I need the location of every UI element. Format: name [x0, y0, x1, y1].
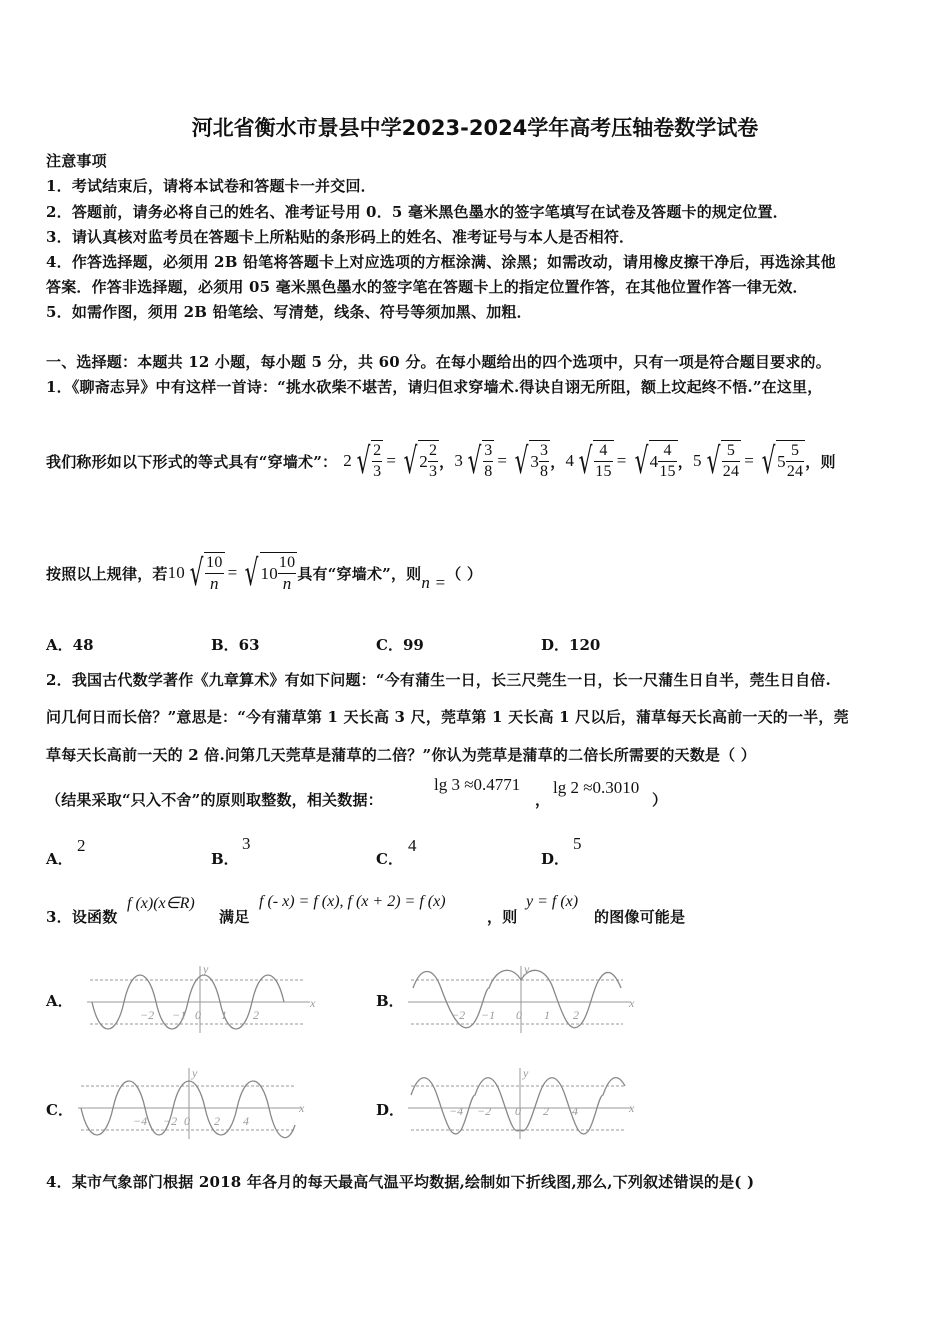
q1-option-d[interactable]: D．120: [541, 636, 601, 654]
axis-x-label: x: [629, 996, 635, 1010]
tick-label: −2: [140, 1008, 155, 1022]
q3-graph-c: [75, 1065, 315, 1141]
q2-option-d[interactable]: D．: [541, 850, 570, 868]
q2-option-b-value: 3: [242, 834, 251, 853]
tick-label: 0: [195, 1008, 201, 1022]
tick-label: 2: [543, 1104, 549, 1118]
tick-label: 2: [253, 1008, 259, 1022]
q2-lg2: lg 2 ≈0.3010: [553, 778, 640, 797]
q3-prefix: 3．设函数: [46, 908, 118, 926]
notice-item: 2．答题前，请务必将自己的姓名、准考证号用 0．5 毫米黑色墨水的签字笔填写在试卷及答题卡的规定位置．: [46, 203, 788, 221]
axis-y-label: y: [192, 1066, 198, 1080]
tick-label: 0: [516, 1008, 522, 1022]
q3-f3: y = f (x): [526, 893, 579, 910]
q3-graph-b: [405, 963, 645, 1035]
q1-n-expr: n =: [421, 573, 447, 592]
q3-option-c[interactable]: C．: [46, 1101, 73, 1119]
q1-line3: 按照以上规律，若 10 √ $\frac{10}{n}$ = √ 10 $\frac{10}{n}$ 具有“穿墙术”，则 n = （ ）: [46, 552, 483, 594]
q2-option-c-value: 4: [408, 836, 417, 855]
q2-option-c[interactable]: C．: [376, 850, 403, 868]
tick-label: 4: [572, 1104, 578, 1118]
axis-y-label: y: [203, 963, 209, 976]
q1-eq: 2 √ $\frac{2}{3}$ = √ 2 $\frac{2}{3}$ ，: [343, 440, 455, 482]
tick-label: 2: [214, 1114, 220, 1128]
tick-label: −4: [449, 1104, 464, 1118]
axis-y-label: y: [523, 1066, 529, 1080]
tick-label: 1: [221, 1008, 227, 1022]
tick-label: 0: [515, 1104, 521, 1118]
section-heading: 一、选择题：本题共 12 小题，每小题 5 分，共 60 分。在每小题给出的四个选项中，只有一项是符合题目要求的。: [46, 353, 831, 371]
q3-graph-a: [82, 963, 322, 1035]
q2-line2: 问几何日而长倍？”意思是：“今有蒲草第 1 天长高 3 尺，莞草第 1 天长高 1 尺以后，蒲草每天长高前一天的一半，莞: [46, 708, 849, 726]
q2-line3: 草每天长高前一天的 2 倍.问第几天莞草是蒲草的二倍？”你认为莞草是蒲草的二倍长所需要的天数是（ ）: [46, 746, 756, 764]
axis-y-label: y: [524, 963, 530, 976]
axis-x-label: x: [629, 1101, 635, 1115]
q3-f2: f (- x) = f (x), f (x + 2) = f (x): [259, 893, 446, 910]
q3-mid2: ，则: [487, 908, 518, 926]
tick-label: 2: [573, 1008, 579, 1022]
q2-line4-suffix: ）: [652, 791, 668, 809]
notice-item: 3．请认真核对监考员在答题卡上所粘贴的条形码上的姓名、准考证号与本人是否相符．: [46, 228, 635, 246]
q1-eq: 5 √ $\frac{5}{24}$ = √ 5 $\frac{5}{24}$: [692, 440, 804, 482]
tick-label: −4: [133, 1114, 148, 1128]
q3-f1: f (x)(x∈R): [127, 895, 195, 912]
q1-line2-prefix: 我们称形如以下形式的等式具有“穿墙术”：: [46, 452, 338, 471]
q1-option-c[interactable]: C．99: [376, 636, 424, 654]
q1-option-b[interactable]: B．63: [211, 636, 260, 654]
q2-lg3: lg 3 ≈0.4771: [434, 775, 521, 794]
q2-option-b[interactable]: B．: [211, 850, 239, 868]
q2-line4: （结果采取“只入不舍”的原则取整数，相关数据：: [46, 791, 383, 809]
tick-label: −2: [477, 1104, 492, 1118]
axis-x-label: x: [310, 996, 316, 1010]
q2-option-d-value: 5: [573, 834, 582, 853]
q2-option-a-value: 2: [77, 836, 86, 855]
q1-eq: 3 √ $\frac{3}{8}$ = √ 3 $\frac{3}{8}$ ，: [454, 440, 566, 482]
q2-option-a[interactable]: A．: [46, 850, 73, 868]
tick-label: −2: [451, 1008, 466, 1022]
q1-equations: [343, 440, 805, 482]
tick-label: −1: [481, 1008, 496, 1022]
axis-x-label: x: [299, 1101, 305, 1115]
page-title: 河北省衡水市景县中学2023-2024学年高考压轴卷数学试卷: [191, 116, 759, 140]
q2-line1: 2．我国古代数学著作《九章算术》有如下问题：“今有蒲生一日，长三尺莞生一日，长一尺蒲生日自半，莞生日自倍.: [46, 671, 831, 689]
q3-suffix: 的图像可能是: [594, 908, 686, 926]
q1-line3-prefix: 按照以上规律，若: [46, 564, 168, 583]
q3-mid: 满足: [219, 908, 250, 926]
q3-option-b[interactable]: B．: [376, 992, 404, 1010]
q3-option-a[interactable]: A．: [46, 992, 73, 1010]
q1-paren: （ ）: [446, 564, 483, 583]
notice-item: 4．作答选择题，必须用 2B 铅笔将答题卡上对应选项的方框涂满、涂黑；如需改动，请用橡皮擦干净后，再选涂其他: [46, 253, 836, 271]
q1-line1: 1．《聊斋志异》中有这样一首诗：“挑水砍柴不堪苦，请归但求穿墙术.得诀自诩无所阻，额上坟起终不悟.”在这里，: [46, 378, 823, 396]
q3-option-d[interactable]: D．: [376, 1101, 405, 1119]
q1-line3-coef: 10: [167, 563, 186, 582]
tick-label: 4: [243, 1114, 249, 1128]
q1-option-a[interactable]: A．48: [46, 636, 94, 654]
tick-label: 1: [544, 1008, 550, 1022]
tick-label: 0: [184, 1114, 190, 1128]
q1-eq: 4 √ $\frac{4}{15}$ = √ 4 $\frac{4}{15}$ ，: [565, 440, 693, 482]
notice-item: 5．如需作图，须用 2B 铅笔绘、写清楚，线条、符号等须加黑、加粗．: [46, 303, 532, 321]
q1-line2: [46, 440, 836, 482]
notice-heading: 注意事项: [46, 152, 107, 170]
tick-label: −2: [163, 1114, 178, 1128]
q1-line2-suffix: ，则: [805, 452, 836, 471]
notice-item: 答案．作答非选择题，必须用 05 毫米黑色墨水的签字笔在答题卡上的指定位置作答，在其他位置作答一律无效．: [46, 278, 808, 296]
q2-sep: ，: [535, 791, 551, 809]
q3-graph-d: [405, 1065, 645, 1141]
q1-line3-suffix: 具有“穿墙术”，则: [297, 564, 422, 583]
notice-item: 1．考试结束后，请将本试卷和答题卡一并交回．: [46, 177, 376, 195]
q4-line1: 4．某市气象部门根据 2018 年各月的每天最高气温平均数据,绘制如下折线图,那么,下列叙述错误的是( ): [46, 1173, 755, 1191]
tick-label: −1: [172, 1008, 187, 1022]
